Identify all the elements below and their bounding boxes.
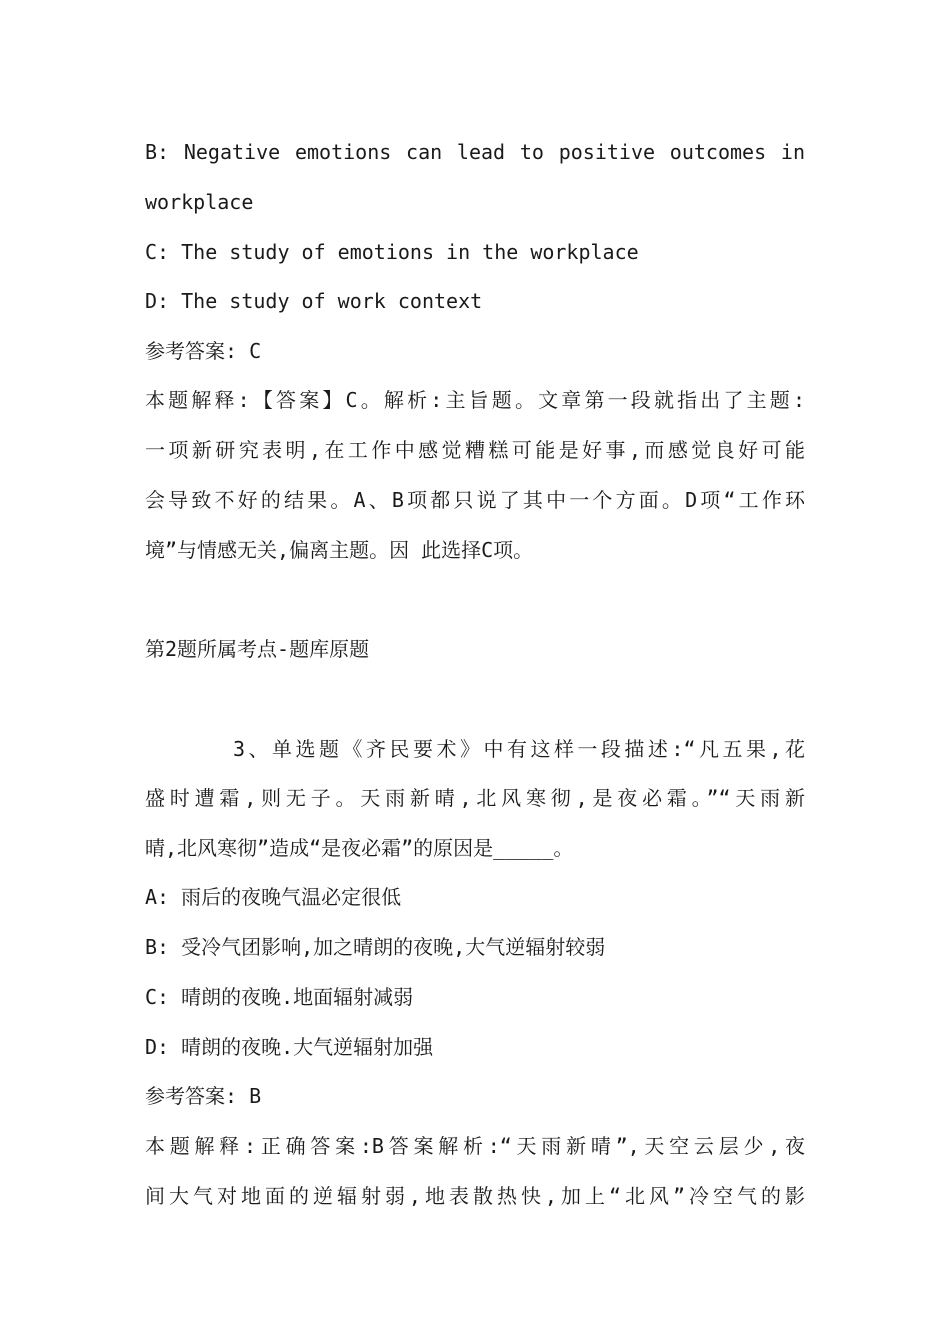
q2-explanation-line: 境”与情感无关,偏离主题。因 此选择C项。: [145, 538, 534, 562]
q2-topic-note: 第2题所属考点-题库原题: [145, 637, 370, 661]
q3-option-d: D: 晴朗的夜晚.大气逆辐射加强: [145, 1035, 434, 1059]
q2-option-c: C: The study of emotions in the workplace: [145, 240, 639, 264]
q2-option-d: D: The study of work context: [145, 289, 483, 313]
q3-explanation-line: 本题解释:正确答案:B答案解析:“天雨新晴”,天空云层少,夜: [145, 1134, 805, 1158]
q3-option-c: C: 晴朗的夜晚.地面辐射减弱: [145, 985, 414, 1009]
q3-question-line: 盛时遭霜,则无子。天雨新晴,北风寒彻,是夜必霜。”“天雨新: [145, 786, 805, 810]
q3-answer: 参考答案: B: [145, 1084, 262, 1108]
q3-question-line: 3、单选题《齐民要术》中有这样一段描述:“凡五果,花: [233, 737, 805, 761]
q2-answer: 参考答案: C: [145, 339, 262, 363]
q2-option-b-line1: B: Negative emotions can lead to positive outcomes in: [145, 140, 805, 164]
q2-option-b-line2: workplace: [145, 190, 254, 214]
q3-question-line: 晴,北风寒彻”造成“是夜必霜”的原因是_____。: [145, 836, 574, 860]
q2-explanation-line: 一项新研究表明,在工作中感觉糟糕可能是好事,而感觉良好可能: [145, 438, 805, 462]
q3-option-a: A: 雨后的夜晚气温必定很低: [145, 885, 402, 909]
q3-explanation-line: 间大气对地面的逆辐射弱,地表散热快,加上“北风”冷空气的影: [145, 1184, 805, 1208]
q2-explanation-line: 本题解释:【答案】C。解析:主旨题。文章第一段就指出了主题:: [145, 388, 805, 412]
q2-explanation-line: 会导致不好的结果。A、B项都只说了其中一个方面。D项“工作环: [145, 488, 805, 512]
q3-option-b: B: 受冷气团影响,加之晴朗的夜晚,大气逆辐射较弱: [145, 935, 606, 959]
